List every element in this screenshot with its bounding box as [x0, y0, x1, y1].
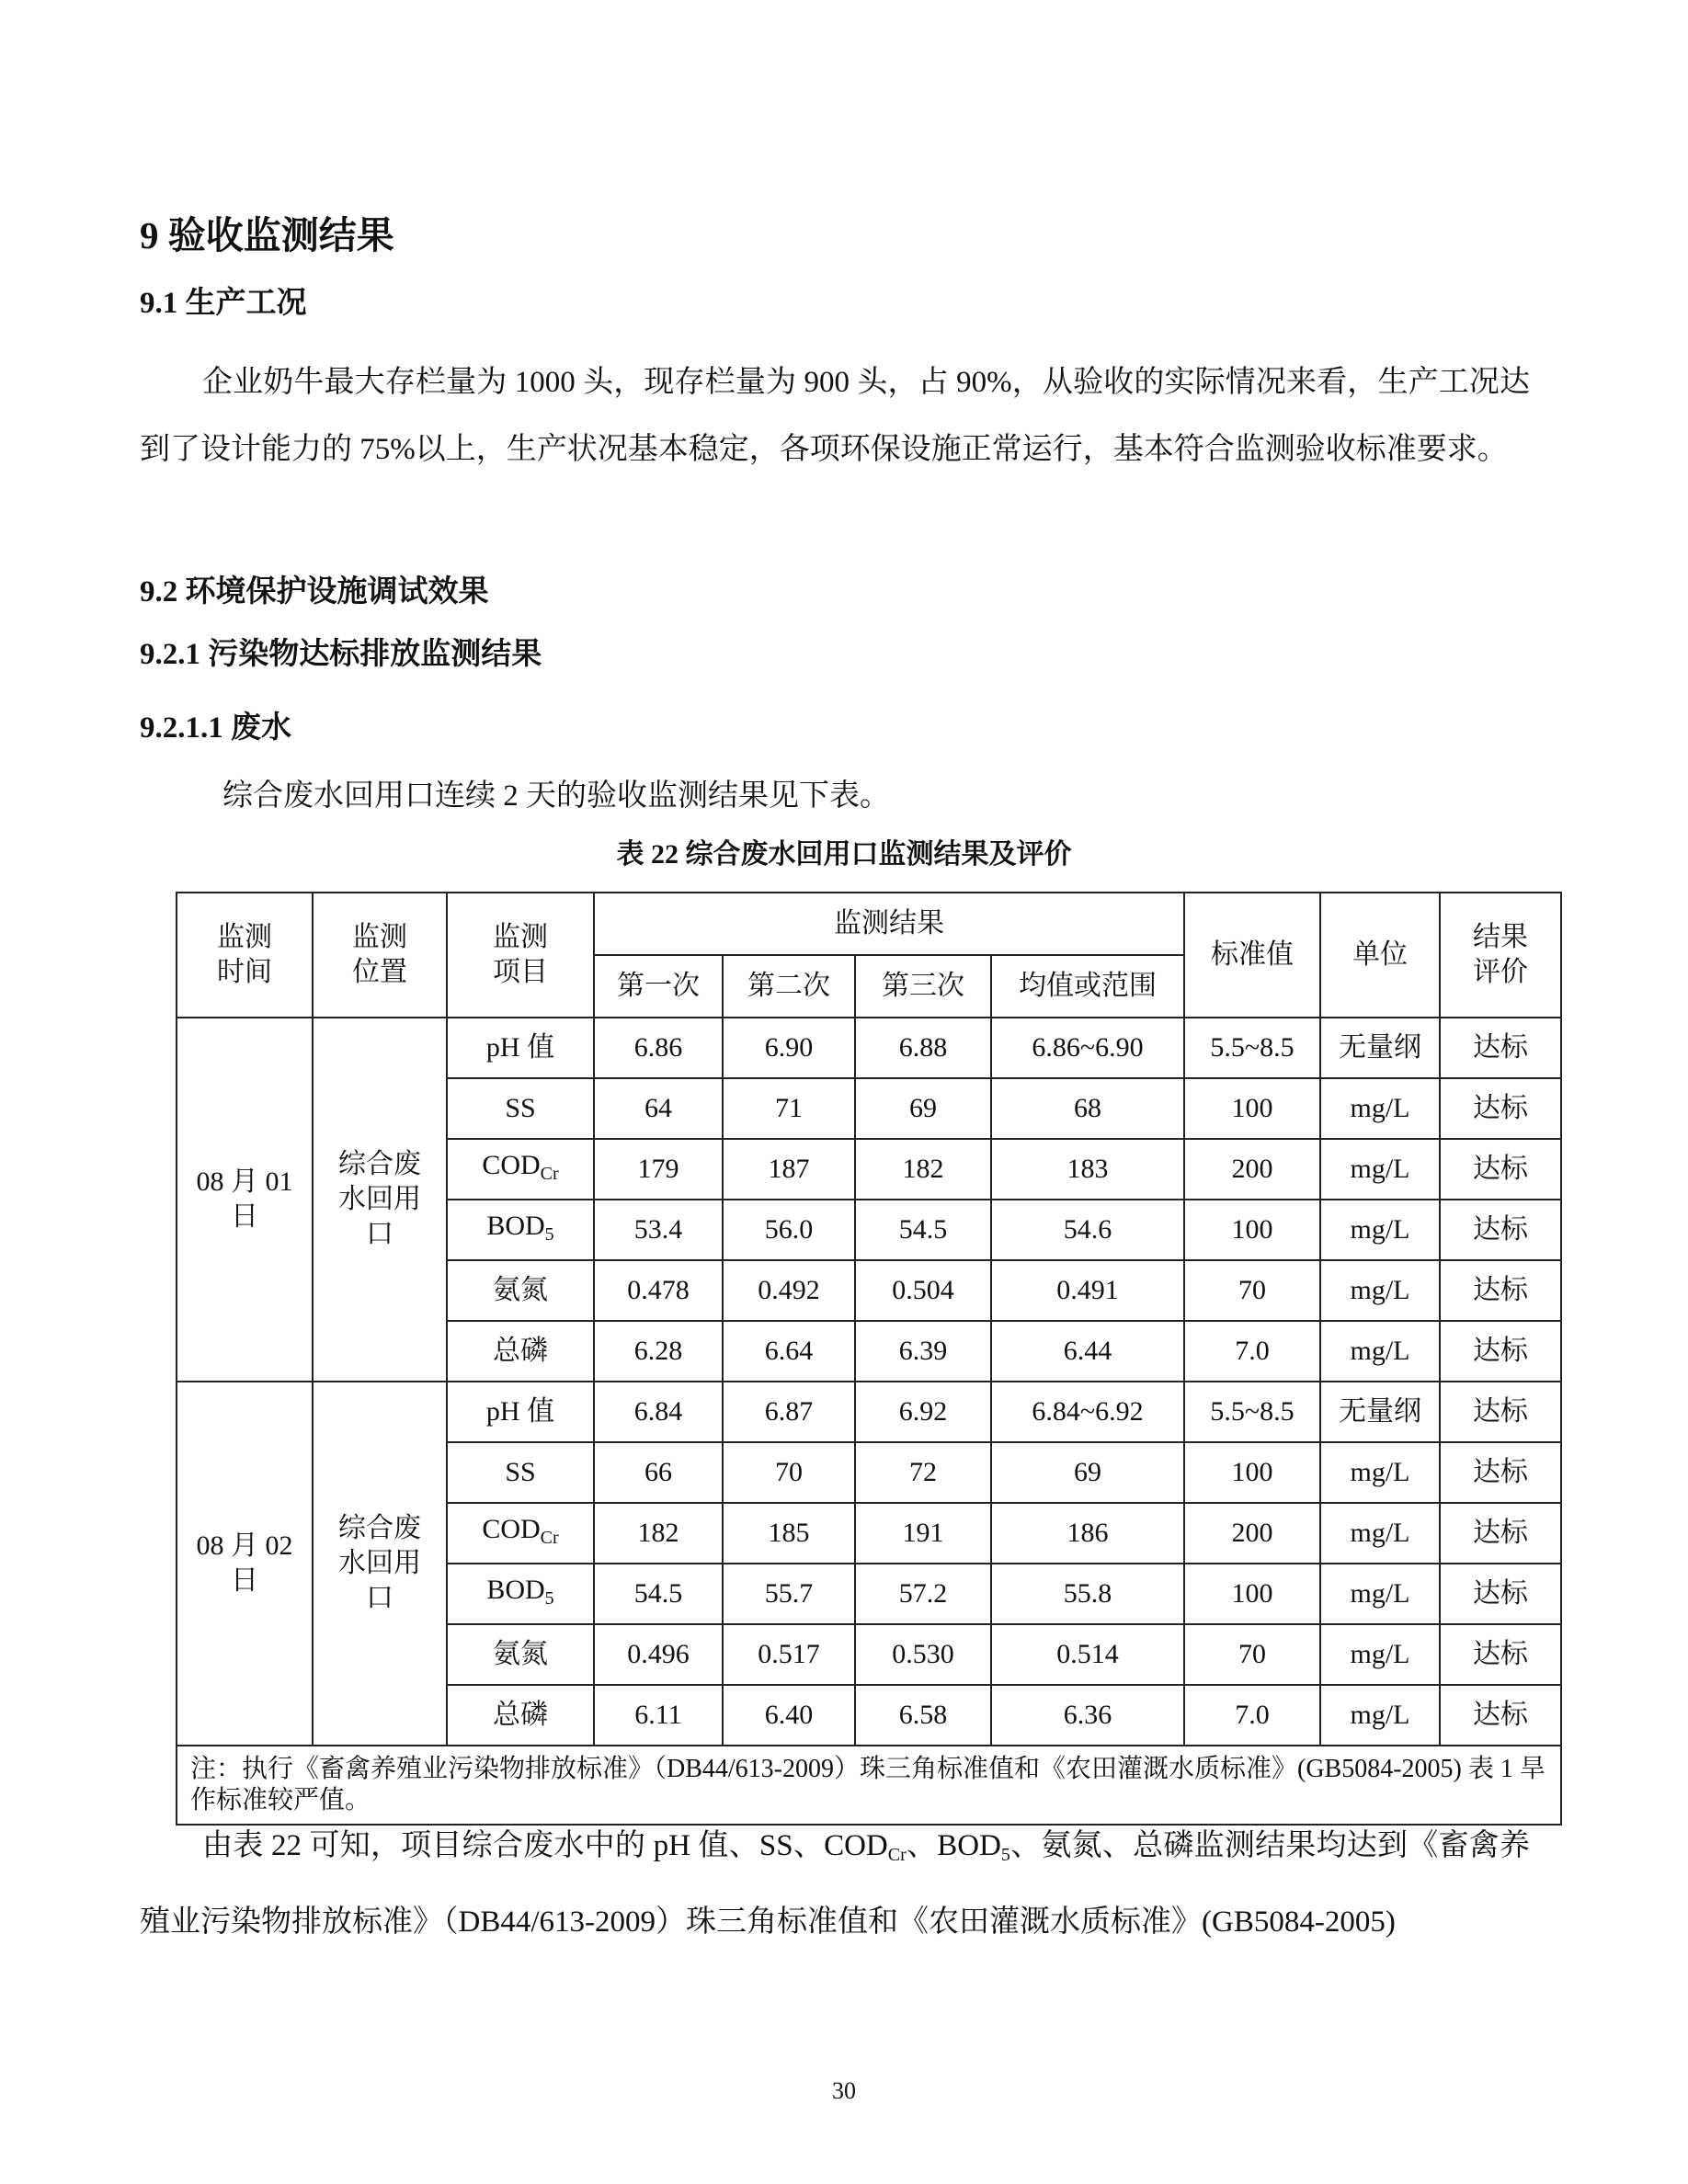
cell-item-text: 氨氮 [493, 1275, 548, 1305]
cell-v2: 187 [723, 1139, 855, 1200]
section-heading-9-1: 9.1 生产工况 [140, 287, 307, 320]
header-standard: 标准值 [1184, 893, 1320, 1018]
cell-v3: 72 [855, 1442, 991, 1503]
cell-item [447, 1564, 594, 1624]
cell-std: 200 [1184, 1503, 1320, 1564]
cell-item-text: BOD [486, 1574, 545, 1605]
section-heading-9: 9 验收监测结果 [140, 214, 394, 256]
header-mean: 均值或范围 [991, 955, 1184, 1018]
cell-v2: 0.517 [723, 1624, 855, 1685]
cell-v3: 6.92 [855, 1382, 991, 1442]
cell-unit: mg/L [1320, 1078, 1440, 1139]
paragraph-intro [140, 763, 1530, 830]
cell-v1: 0.478 [594, 1260, 723, 1321]
section-heading-9-2: 9.2 环境保护设施调试效果 [140, 575, 489, 609]
cell-v3: 0.504 [855, 1260, 991, 1321]
cell-location: 综合废水回用口 [313, 1382, 447, 1746]
cell-v3: 191 [855, 1503, 991, 1564]
cell-v3: 69 [855, 1078, 991, 1139]
cell-unit: mg/L [1320, 1685, 1440, 1746]
cell-std: 5.5~8.5 [1184, 1382, 1320, 1442]
cell-eval: 达标 [1440, 1018, 1561, 1078]
cell-item-text: SS [505, 1093, 536, 1123]
cell-v3: 6.88 [855, 1018, 991, 1078]
section-heading-9-2-1: 9.2.1 污染物达标排放监测结果 [140, 638, 542, 671]
cell-v1: 54.5 [594, 1564, 723, 1624]
header-second: 第二次 [723, 955, 855, 1018]
cell-v2: 6.40 [723, 1685, 855, 1746]
conclusion-part3: 、氨氮、总磷监测结果均达到《畜禽养殖业污染物排放标准》（DB44/613-2009）珠三角标准值和《农田灌溉水质标准》(GB5084-2005) [140, 1829, 1530, 1939]
cell-v2: 6.64 [723, 1321, 855, 1382]
cell-unit: mg/L [1320, 1321, 1440, 1382]
cell-std: 100 [1184, 1200, 1320, 1260]
cell-v1: 179 [594, 1139, 723, 1200]
cell-std: 100 [1184, 1564, 1320, 1624]
paragraph-conclusion [140, 1813, 1530, 1956]
cell-item [447, 1078, 594, 1139]
cell-v2: 185 [723, 1503, 855, 1564]
paragraph-production-status [140, 349, 1530, 483]
paragraph-text: 综合废水回用口连续 2 天的验收监测结果见下表。 [222, 779, 890, 813]
table-header [177, 893, 1561, 1018]
cell-unit: mg/L [1320, 1260, 1440, 1321]
cell-unit: mg/L [1320, 1624, 1440, 1685]
table-caption: 表 22 综合废水回用口监测结果及评价 [616, 839, 1072, 870]
cell-item-text: COD [482, 1149, 541, 1180]
cell-unit: mg/L [1320, 1139, 1440, 1200]
cell-item [447, 1139, 594, 1200]
header-unit: 单位 [1320, 893, 1440, 1018]
cell-eval: 达标 [1440, 1442, 1561, 1503]
cell-v1: 0.496 [594, 1624, 723, 1685]
table-row [177, 1382, 1561, 1442]
cell-std: 200 [1184, 1139, 1320, 1200]
cell-v2: 55.7 [723, 1564, 855, 1624]
cell-item-text: SS [505, 1457, 536, 1487]
cell-std: 5.5~8.5 [1184, 1018, 1320, 1078]
conclusion-sub1: Cr [887, 1845, 907, 1865]
header-time: 监测 时间 [177, 893, 313, 1018]
cell-mean: 6.84~6.92 [991, 1382, 1184, 1442]
cell-item [447, 1018, 594, 1078]
cell-std: 70 [1184, 1624, 1320, 1685]
cell-v2: 70 [723, 1442, 855, 1503]
cell-mean: 54.6 [991, 1200, 1184, 1260]
cell-eval: 达标 [1440, 1260, 1561, 1321]
cell-mean: 6.44 [991, 1321, 1184, 1382]
cell-mean: 69 [991, 1442, 1184, 1503]
cell-mean: 183 [991, 1139, 1184, 1200]
cell-item-text: pH 值 [485, 1032, 555, 1063]
cell-v2: 0.492 [723, 1260, 855, 1321]
cell-eval: 达标 [1440, 1139, 1561, 1200]
header-third: 第三次 [855, 955, 991, 1018]
cell-v3: 182 [855, 1139, 991, 1200]
cell-v1: 6.28 [594, 1321, 723, 1382]
paragraph-text [140, 1813, 1530, 1956]
cell-item [447, 1503, 594, 1564]
cell-date: 08 月 02 日 [177, 1382, 313, 1746]
cell-mean: 6.36 [991, 1685, 1184, 1746]
cell-eval: 达标 [1440, 1503, 1561, 1564]
cell-v1: 182 [594, 1503, 723, 1564]
cell-item-text: COD [482, 1513, 541, 1544]
header-first: 第一次 [594, 955, 723, 1018]
section-heading-9-2-1-1: 9.2.1.1 废水 [140, 711, 291, 745]
cell-unit: 无量纲 [1320, 1382, 1440, 1442]
cell-mean: 0.514 [991, 1624, 1184, 1685]
cell-eval: 达标 [1440, 1685, 1561, 1746]
conclusion-part2: 、BOD [906, 1829, 1001, 1862]
cell-std: 100 [1184, 1442, 1320, 1503]
cell-v1: 6.84 [594, 1382, 723, 1442]
monitoring-results-table [176, 892, 1562, 1826]
header-evaluation: 结果 评价 [1440, 893, 1561, 1018]
cell-item-subscript: Cr [540, 1527, 559, 1548]
cell-v1: 6.11 [594, 1685, 723, 1746]
cell-item [447, 1382, 594, 1442]
cell-std: 7.0 [1184, 1685, 1320, 1746]
cell-v1: 66 [594, 1442, 723, 1503]
cell-unit: mg/L [1320, 1503, 1440, 1564]
cell-v3: 54.5 [855, 1200, 991, 1260]
cell-eval: 达标 [1440, 1321, 1561, 1382]
cell-item-text: BOD [486, 1210, 545, 1241]
cell-item [447, 1260, 594, 1321]
cell-v1: 6.86 [594, 1018, 723, 1078]
cell-item [447, 1200, 594, 1260]
cell-mean: 55.8 [991, 1564, 1184, 1624]
cell-eval: 达标 [1440, 1624, 1561, 1685]
table-body [177, 1018, 1561, 1746]
cell-std: 100 [1184, 1078, 1320, 1139]
cell-date: 08 月 01 日 [177, 1018, 313, 1382]
cell-unit: mg/L [1320, 1200, 1440, 1260]
header-results: 监测结果 [594, 893, 1184, 955]
cell-item-text: 总磷 [493, 1700, 548, 1730]
cell-v2: 6.87 [723, 1382, 855, 1442]
cell-eval: 达标 [1440, 1564, 1561, 1624]
conclusion-sub2: 5 [1000, 1845, 1010, 1865]
cell-item-text: 氨氮 [493, 1639, 548, 1669]
cell-v1: 64 [594, 1078, 723, 1139]
cell-item-text: 总磷 [493, 1336, 548, 1366]
cell-v2: 6.90 [723, 1018, 855, 1078]
cell-unit: 无量纲 [1320, 1018, 1440, 1078]
cell-mean: 6.86~6.90 [991, 1018, 1184, 1078]
cell-std: 7.0 [1184, 1321, 1320, 1382]
cell-eval: 达标 [1440, 1078, 1561, 1139]
cell-item [447, 1321, 594, 1382]
cell-item-subscript: 5 [544, 1587, 554, 1609]
cell-unit: mg/L [1320, 1442, 1440, 1503]
cell-item-subscript: 5 [544, 1223, 554, 1245]
cell-eval: 达标 [1440, 1382, 1561, 1442]
cell-v3: 0.530 [855, 1624, 991, 1685]
conclusion-part1: 由表 22 可知，项目综合废水中的 pH 值、SS、COD [202, 1829, 888, 1862]
cell-mean: 186 [991, 1503, 1184, 1564]
table-row [177, 1018, 1561, 1078]
header-location: 监测 位置 [313, 893, 447, 1018]
paragraph-text: 企业奶牛最大存栏量为 1000 头，现存栏量为 900 头，占 90%，从验收的实际情况来看，生产工况达到了设计能力的 75%以上，生产状况基本稳定，各项环保设施正常运行，基本符合监测验收标准要求。 [140, 366, 1530, 466]
cell-v3: 6.58 [855, 1685, 991, 1746]
cell-v2: 71 [723, 1078, 855, 1139]
cell-std: 70 [1184, 1260, 1320, 1321]
cell-eval: 达标 [1440, 1200, 1561, 1260]
cell-item [447, 1442, 594, 1503]
header-item: 监测 项目 [447, 893, 594, 1018]
cell-v2: 56.0 [723, 1200, 855, 1260]
cell-mean: 68 [991, 1078, 1184, 1139]
cell-v3: 6.39 [855, 1321, 991, 1382]
cell-location: 综合废水回用口 [313, 1018, 447, 1382]
cell-unit: mg/L [1320, 1564, 1440, 1624]
cell-v1: 53.4 [594, 1200, 723, 1260]
page-number: 30 [832, 2077, 856, 2104]
cell-item [447, 1624, 594, 1685]
cell-item [447, 1685, 594, 1746]
cell-v3: 57.2 [855, 1564, 991, 1624]
table-note: 注：执行《畜禽养殖业污染物排放标准》（DB44/613-2009）珠三角标准值和《农田灌溉水质标准》(GB5084-2005) 表 1 旱作标准较严值。 [177, 1746, 1561, 1825]
cell-mean: 0.491 [991, 1260, 1184, 1321]
cell-item-text: pH 值 [485, 1396, 555, 1427]
cell-item-subscript: Cr [540, 1163, 559, 1184]
